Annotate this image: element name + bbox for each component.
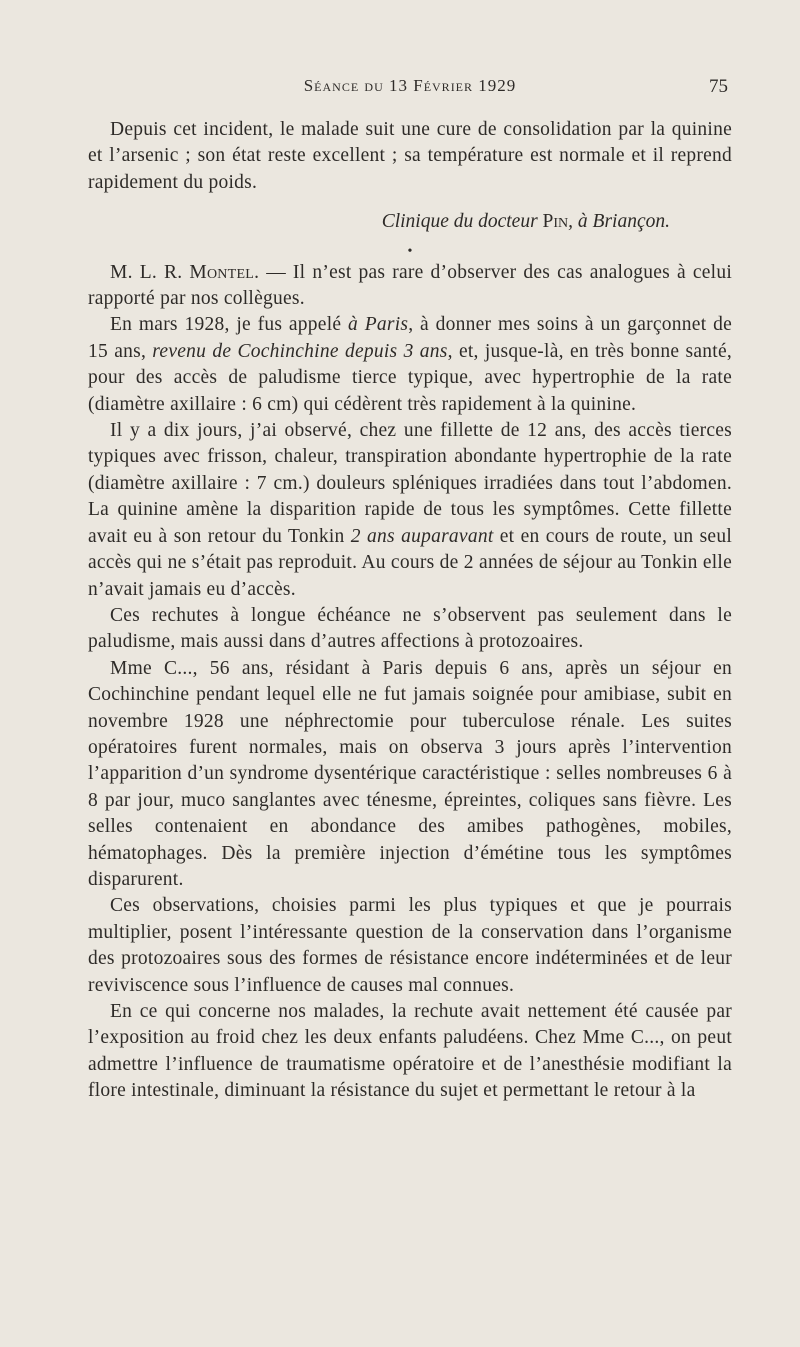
text-run: , et, jusque-là, en très bonne santé, pour des accès de paludisme tierce typique, avec hypertrophie de la rate (diamètre axillaire : 6 cm) qui cédèrent très rapidement à la quinine. [88, 340, 732, 415]
emphasis-cochinchine: revenu de Cochinchine depuis 3 ans [152, 340, 448, 362]
page-body [88, 117, 732, 1105]
separator-dot: • [407, 243, 413, 259]
paragraph-mme-c: Mme C..., 56 ans, résidant à Paris depuis 6 ans, après un séjour en Cochinchine pendant lequel elle ne fut jamais soignée pour amibiase, subit en novembre 1928 une néphrectomie pour tuberculose rénale. Les suites opératoires furent normales, mais on observa 3 jours après l’intervention l’apparition d’un syndrome dysentérique caractéristique : selles nombreuses 6 à 8 par jour, muco sanglantes avec ténesme, épreintes, coliques sans fièvre. Les selles contenaient en abondance des amibes pathogènes, mobiles, hématophages. Dès la première injection d’émétine tous les symptômes disparurent. [88, 657, 732, 890]
paragraph-garconnet [88, 312, 732, 418]
page-number: 75 [709, 76, 728, 97]
paragraph-conclusion: En ce qui concerne nos malades, la rechute avait nettement été causée par l’exposition au froid chez les deux enfants paludéens. Chez Mme C..., on peut admettre l’influence de traumatisme opératoire et de l’anesthésie modifiant la flore intestinale, diminuant la résistance du sujet et permettant le retour à la [88, 1001, 732, 1102]
clinic-text-2: , à Briançon. [568, 211, 670, 233]
emphasis-auparavant: 2 ans auparavant [350, 525, 494, 547]
paragraph-observations: Ces observations, choisies parmi les plus typiques et que je pourrais multiplier, posent l’intéressante question de la conservation dans l’organisme des protozoaires sous des formes de résistance encore indéterminées et de leur reviviscence sous l’influence de causes mal connues. [88, 895, 732, 996]
speaker-name: M. L. R. Montel. [110, 261, 260, 283]
running-head: Séance du 13 Février 1929 [303, 76, 517, 95]
page-header [88, 76, 732, 106]
paragraph-fillette [88, 418, 732, 603]
clinic-doctor-name: Pin [542, 211, 569, 233]
text-run: En mars 1928, je fus appelé [110, 314, 348, 336]
clinic-attribution [88, 209, 732, 235]
text-run: et en cours de route, un seul accès qui ne s’était pas reproduit. Au cours de 2 années de séjour au Tonkin elle n’avait jamais eu d’accès. [88, 525, 732, 600]
emphasis-paris: à Paris [347, 314, 409, 336]
paragraph-rechutes: Ces rechutes à longue échéance ne s’observent pas seulement dans le paludisme, mais aussi dans d’autres affections à protozoaires. [88, 604, 732, 653]
paragraph-montel-text: — Il n’est pas rare d’observer des cas analogues à celui rapporté par nos collègues. [88, 261, 732, 310]
text-run: , à donner mes soins à un garçonnet de 15 ans, [88, 314, 732, 362]
text-run: Il y a dix jours, j’ai observé, chez une fillette de 12 ans, des accès tierces typiques avec frisson, chaleur, transpiration abondante hypertrophie de la rate (diamètre axillaire : 7 cm.) douleurs spléniques irradiées dans tout l’abdomen. La quinine amène la disparition rapide de tous les symptômes. Cette fillette avait eu à son retour du Tonkin [88, 420, 732, 547]
clinic-text-1: Clinique du docteur [381, 211, 543, 233]
paragraph-montel [88, 260, 732, 313]
paragraph-cure: Depuis cet incident, le malade suit une cure de consolidation par la quinine et l’arsenic ; son état reste excellent ; sa température est normale et il reprend rapidement du poids. [88, 119, 732, 193]
